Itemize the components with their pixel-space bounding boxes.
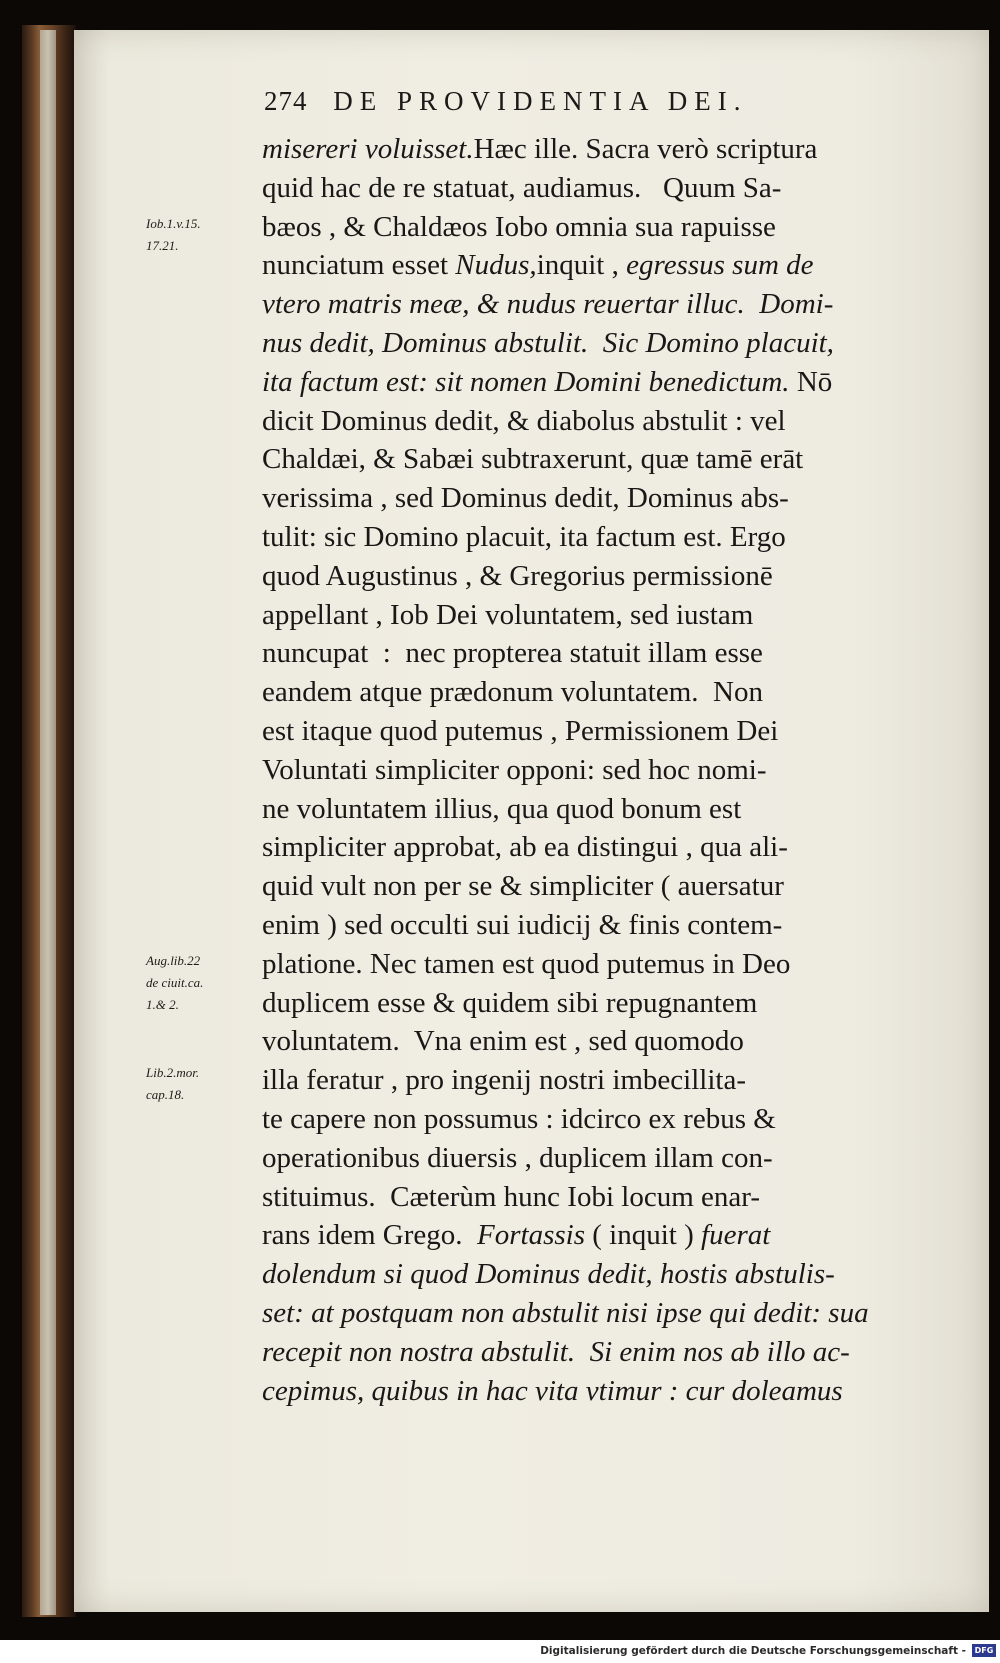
text-line: [262, 440, 942, 479]
italic-text-segment: dolendum si quod Dominus dedit, hostis abstulis-: [262, 1258, 835, 1291]
running-header: [264, 86, 884, 126]
italic-text-segment: ita factum est: sit nomen Domini benedictum.: [262, 365, 790, 398]
text-line: [262, 673, 942, 712]
text-line: [262, 790, 942, 829]
margin-note-text: Lib.2.mor. cap.18.: [146, 1065, 200, 1102]
text-line: [262, 751, 942, 790]
text-segment: ( inquit ): [585, 1219, 702, 1252]
text-line: [262, 1255, 942, 1294]
text-line: [262, 1022, 942, 1061]
margin-note: [146, 1062, 258, 1106]
text-segment: nunciatum esset: [262, 249, 456, 282]
running-title: DE PROVIDENTIA DEI.: [333, 86, 748, 116]
footer-credit: Digitalisierung gefördert durch die Deutsche Forschungsgemeinschaft -: [540, 1645, 966, 1657]
text-line: [262, 1333, 942, 1372]
text-line: [262, 518, 942, 557]
text-line: [262, 906, 942, 945]
margin-note-text: Aug.lib.22 de ciuit.ca. 1.& 2.: [146, 953, 204, 1012]
text-line: [262, 945, 942, 984]
text-segment: Hæc ille. Sacra verò scriptura: [473, 133, 818, 165]
text-segment: est itaque quod putemus , Permissionem Dei: [262, 714, 779, 747]
margin-note-text: Iob.1.v.15. 17.21.: [146, 216, 201, 253]
text-segment: nuncupat : nec propterea statuit illam esse: [262, 637, 763, 670]
italic-text-segment: fuerat: [701, 1219, 771, 1252]
text-line: [262, 208, 942, 247]
text-segment: verissima , sed Dominus dedit, Dominus abs-: [262, 482, 789, 515]
text-segment: simpliciter approbat, ab ea distingui , qua ali-: [262, 831, 788, 864]
text-segment: bæos , & Chaldæos Iobo omnia sua rapuisse: [262, 210, 776, 243]
text-line: [262, 1216, 942, 1255]
text-line: [262, 828, 942, 867]
text-segment: ne voluntatem illius, qua quod bonum est: [262, 792, 742, 825]
text-line: [262, 246, 942, 285]
italic-text-segment: vtero matris meæ, & nudus reuertar illuc. Domi-: [262, 288, 834, 321]
text-segment: quid hac de re statuat, audiamus. Quum Sa-: [262, 171, 782, 204]
text-line: [262, 1100, 942, 1139]
text-line: [262, 479, 942, 518]
text-segment: rans idem Grego.: [262, 1219, 478, 1252]
text-segment: duplicem esse & quidem sibi repugnantem: [262, 986, 758, 1019]
body-text: [262, 130, 942, 1410]
text-line: [262, 1178, 942, 1217]
text-segment: quid vult non per se & simpliciter ( auersatur: [262, 870, 784, 903]
text-segment: Voluntati simpliciter opponi: sed hoc nomi-: [262, 753, 767, 786]
text-line: [262, 1372, 942, 1411]
text-segment: Chaldæi, & Sabæi subtraxerunt, quæ tamē erāt: [262, 443, 804, 476]
text-line: [262, 712, 942, 751]
text-segment: voluntatem. Vna enim est , sed quomodo: [262, 1025, 744, 1058]
text-segment: inquit ,: [536, 249, 627, 282]
text-segment: eandem atque prædonum voluntatem. Non: [262, 676, 763, 709]
text-segment: enim ) sed occulti sui iudicij & finis contem-: [262, 908, 783, 941]
text-line: [262, 1294, 942, 1333]
italic-text-segment: misereri voluisset.: [262, 133, 474, 165]
page-edge: [40, 30, 56, 1615]
text-segment: dicit Dominus dedit, & diabolus abstulit : vel: [262, 404, 786, 437]
text-line: [262, 1139, 942, 1178]
text-segment: operationibus diuersis , duplicem illam con-: [262, 1141, 773, 1174]
text-line: [262, 557, 942, 596]
text-segment: platione. Nec tamen est quod putemus in Deo: [262, 947, 791, 980]
text-line: [262, 984, 942, 1023]
page-number: 274: [264, 86, 308, 116]
italic-text-segment: recepit non nostra abstulit. Si enim nos ab illo ac-: [262, 1335, 850, 1368]
margin-note: [146, 213, 258, 257]
text-segment: stituimus. Cæterùm hunc Iobi locum enar-: [262, 1180, 760, 1213]
text-segment: illa feratur , pro ingenij nostri imbecillita-: [262, 1064, 746, 1097]
dfg-logo: DFG: [972, 1644, 996, 1657]
text-line: [262, 285, 942, 324]
margin-note: [146, 950, 258, 1016]
text-segment: Nō: [789, 365, 833, 398]
text-segment: te capere non possumus : idcirco ex rebus &: [262, 1102, 776, 1135]
italic-text-segment: egressus sum de: [626, 249, 814, 282]
text-line: [262, 596, 942, 635]
text-line: [262, 1061, 942, 1100]
text-line: [262, 324, 942, 363]
text-line: [262, 169, 942, 208]
text-line: [262, 363, 942, 402]
text-line: [262, 867, 942, 906]
italic-text-segment: Fortassis: [477, 1219, 586, 1252]
text-segment: tulit: sic Domino placuit, ita factum est. Ergo: [262, 520, 786, 553]
text-line: [262, 634, 942, 673]
text-segment: appellant , Iob Dei voluntatem, sed iustam: [262, 598, 754, 631]
text-segment: quod Augustinus , & Gregorius permissionē: [262, 559, 773, 592]
italic-text-segment: cepimus, quibus in hac vita vtimur : cur doleamus: [262, 1374, 843, 1407]
italic-text-segment: set: at postquam non abstulit nisi ipse qui dedit: sua: [262, 1296, 869, 1329]
italic-text-segment: Nudus,: [455, 249, 537, 282]
text-line: [262, 130, 942, 169]
italic-text-segment: nus dedit, Dominus abstulit. Sic Domino placuit,: [262, 326, 834, 359]
text-line: [262, 402, 942, 441]
